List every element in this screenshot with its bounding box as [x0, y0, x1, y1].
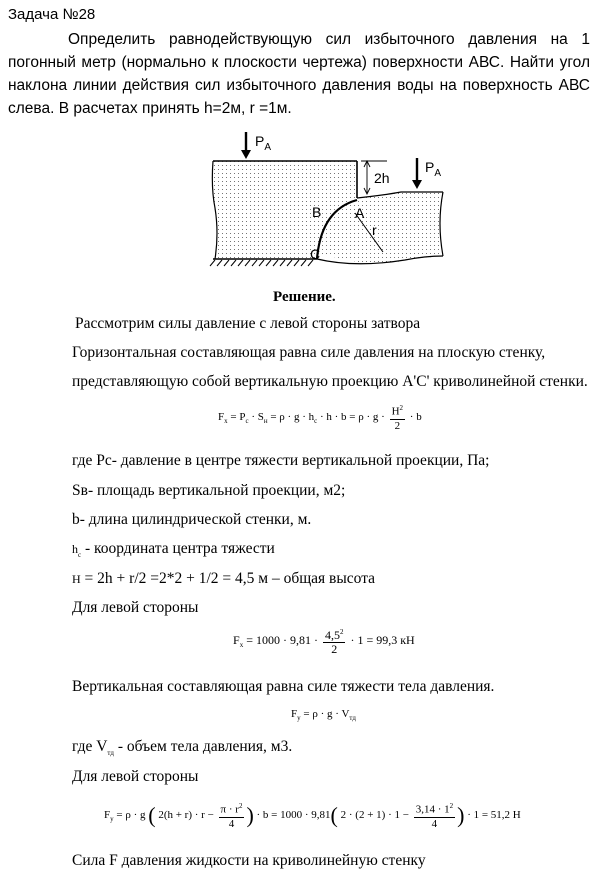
label-2h: 2h	[374, 170, 390, 186]
horizontal-line-1: Горизонтальная составляющая равна силе давления на плоскую стенку,	[72, 344, 546, 361]
label-c: C	[310, 246, 321, 262]
formula-fy-left: $F_y = \rho \cdot g$ ( 2(h + r) · r − $\frac{\pi \cdot r^2}{4}$ ) · b = 1000 · 9,81( 2 · (2 + 1) · 1 − $\frac{3,14 \cdot 1^2}{4}$ ) · 1 = 51,2 Н	[104, 802, 521, 830]
def-sb: Sв- площадь вертикальной проекции, м2;	[72, 482, 346, 499]
def-v: где $V_{тд}$ - объем тела давления, м3.	[72, 738, 293, 758]
solution-heading: Решение.	[273, 289, 336, 305]
formula-fy-general: $F_y = \rho \cdot g \cdot V_{тд}$	[291, 708, 356, 723]
def-hc: $h_c$ - координата центра тяжести	[72, 540, 275, 560]
formula-fx-left: $F_x = 1000 \cdot 9,81$ · $\frac{4,5^2}{2}$ · 1 = 99,3 кН	[233, 628, 415, 656]
left-side-label-2: Для левой стороны	[72, 768, 199, 785]
label-pa-left: $P_A$	[255, 133, 272, 153]
formula-fx-general: $F_x = P_c \cdot S_н = \rho \cdot g \cdot h_c \cdot h \cdot b = \rho \cdot g$ · $\frac{H^2}{2}$ · b	[218, 404, 422, 432]
solution-intro: Рассмотрим силы давление с левой стороны затвора	[75, 315, 421, 332]
task-statement: Определить равнодействующую сил избыточного давления на 1 погонный метр (нормально к плоскости чертежа) поверхности АВС. Найти угол наклона линии действия сил избыточного давления воды на поверхность АВС слева. В расчетах принять h=2м, r =1м.	[8, 31, 590, 117]
final-line: Сила F давления жидкости на криволинейную стенку	[72, 852, 426, 869]
def-pc: где Рс- давление в центре тяжести вертикальной проекции, Па;	[72, 452, 490, 469]
label-r: r	[372, 222, 377, 238]
left-water	[213, 161, 357, 259]
label-pa-right: $P_A$	[425, 159, 442, 179]
page-title: Задача №28	[8, 6, 96, 23]
vertical-component-line: Вертикальная составляющая равна силе тяжести тела давления.	[72, 678, 495, 695]
def-b: b- длина цилиндрической стенки, м.	[72, 511, 312, 528]
label-b: B	[312, 204, 322, 220]
horizontal-line-2: представляющую собой вертикальную проекцию А'С' криволинейной стенки.	[72, 373, 588, 390]
def-h: H = 2h + r/2 =2*2 + 1/2 = 4,5 м – общая высота	[72, 570, 376, 587]
label-a: A	[355, 205, 365, 221]
figure-diagram	[205, 128, 455, 278]
left-side-label-1: Для левой стороны	[72, 599, 199, 616]
